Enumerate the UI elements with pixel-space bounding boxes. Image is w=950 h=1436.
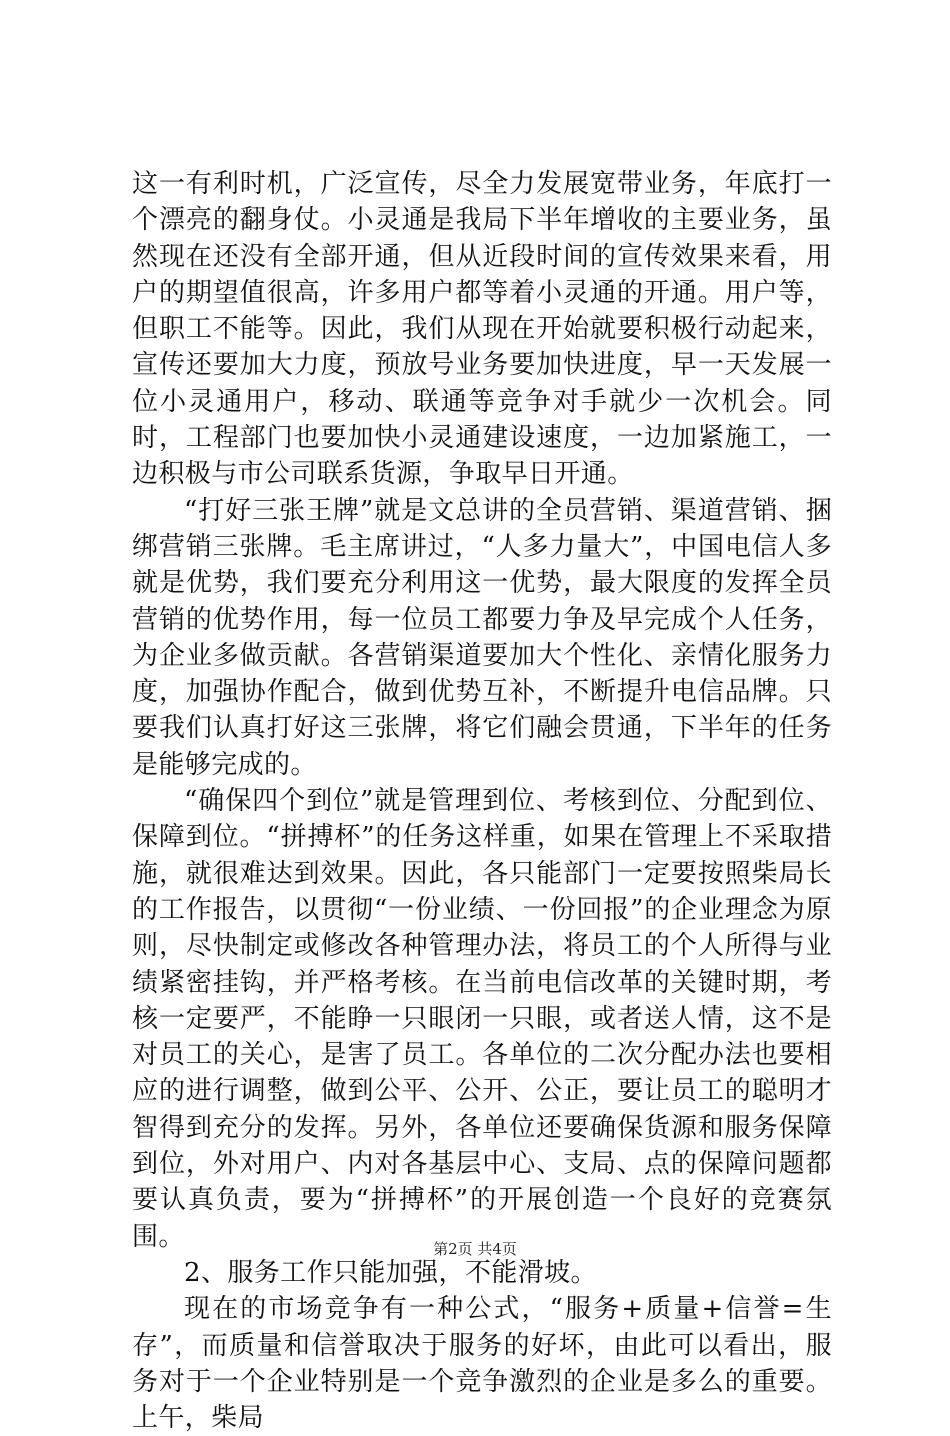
paragraph-2: “打好三张王牌”就是文总讲的全员营销、渠道营销、捆绑营销三张牌。毛主席讲过，“人多力量大”，中国电信人多就是优势，我们要充分利用这一优势，最大限度的发挥全员营销的优势作用，每一位员工都要力争及早完成个人任务，为企业多做贡献。各营销渠道要加大个性化、亲情化服务力度，加强协作配合，做到优势互补，不断提升电信品牌。只要我们认真打好这三张牌，将它们融会贯通，下半年的任务是能够完成的。 [132, 495, 832, 780]
paragraph-3: “确保四个到位”就是管理到位、考核到位、分配到位、保障到位。“拼搏杯”的任务这样重，如果在管理上不采取措施，就很难达到效果。因此，各只能部门一定要按照柴局长的工作报告，以贯彻“一份业绩、一份回报”的企业理念为原则，尽快制定或修改各种管理办法，将员工的个人所得与业绩紧密挂钩，并严格考核。在当前电信改革的关键时期，考核一定要严，不能睁一只眼闭一只眼，或者送人情，这不是对员工的关心，是害了员工。各单位的二次分配办法也要相应的进行调整，做到公平、公开、公正，要让员工的聪明才智得到充分的发挥。另外，各单位还要确保货源和服务保障到位，外对用户、内对各基层中心、支局、点的保障问题都要认真负责，要为“拼搏杯”的开展创造一个良好的竞赛氛围。 [132, 786, 832, 1252]
section-heading: 2、服务工作只能加强，不能滑坡。 [184, 1257, 597, 1288]
page-number-footer: 第2页 共4页 [433, 1240, 517, 1258]
paragraph-4: 现在的市场竞争有一种公式，“服务+质量+信誉=生存”，而质量和信誉取决于服务的好坏，由此可以看出，服务对于一个企业特别是一个竞争激烈的企业是多么的重要。上午，柴局 [132, 1294, 832, 1434]
paragraph-1: 这一有利时机，广泛宣传，尽全力发展宽带业务，年底打一个漂亮的翻身仗。小灵通是我局下半年增收的主要业务，虽然现在还没有全部开通，但从近段时间的宣传效果来看，用户的期望值很高，许多用户都等着小灵通的开通。用户等，但职工不能等。因此，我们从现在开始就要积极行动起来，宣传还要加大力度，预放号业务要加快进度，早一天发展一位小灵通用户，移动、联通等竞争对手就少一次机会。同时，工程部门也要加快小灵通建设速度，一边加紧施工，一边积极与市公司联系货源，争取早日开通。 [132, 169, 832, 490]
